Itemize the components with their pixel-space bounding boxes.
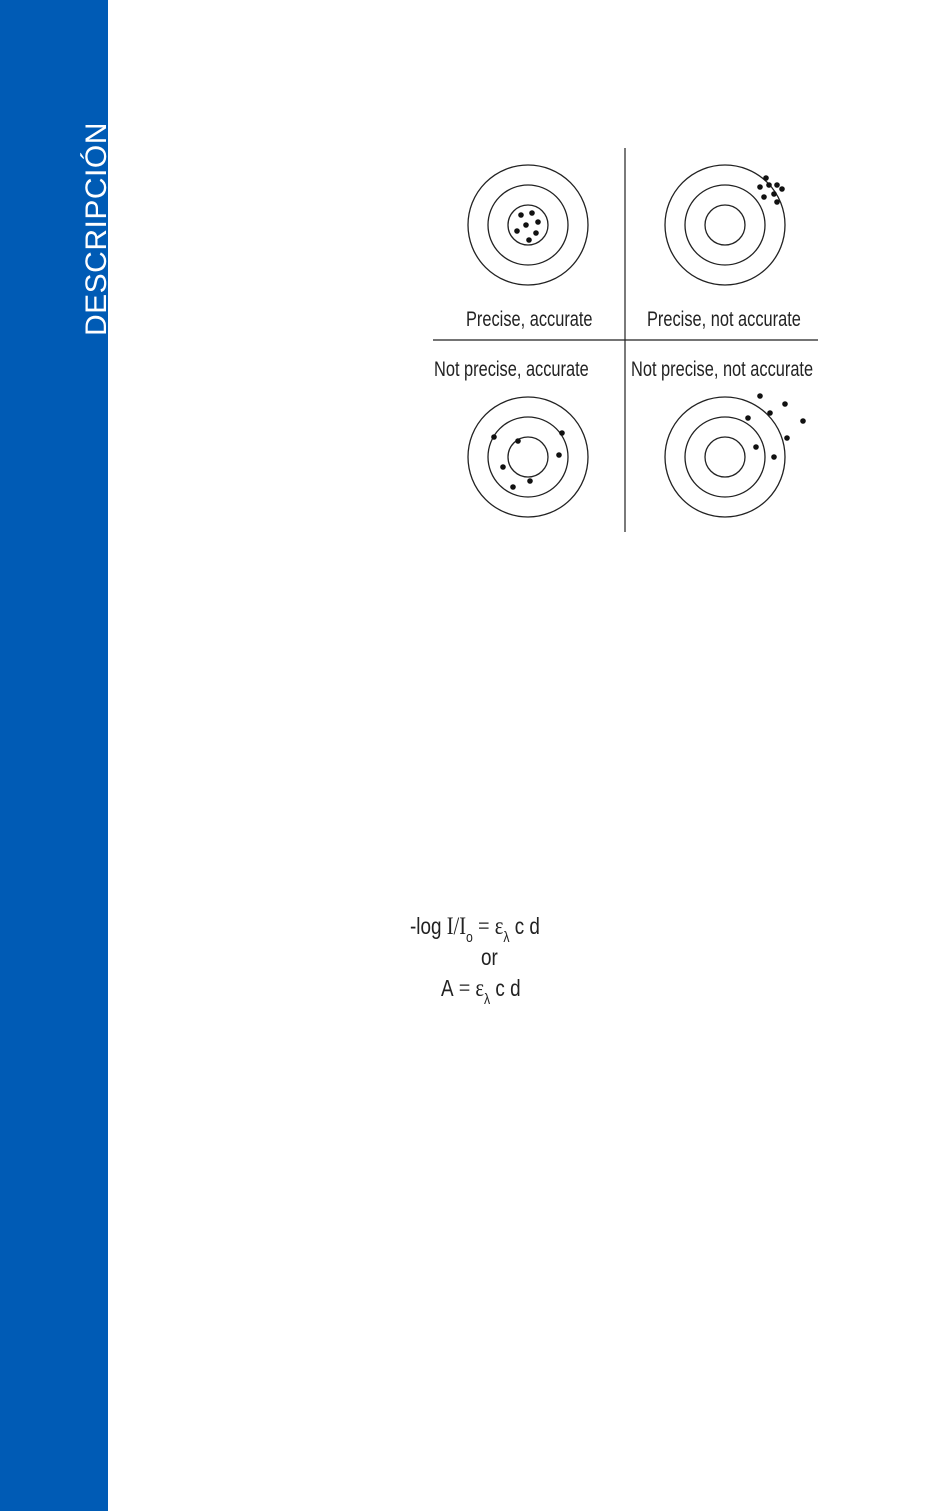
eq1-prefix: -log bbox=[410, 913, 447, 939]
hit-dot bbox=[771, 454, 777, 460]
hit-dot bbox=[774, 199, 780, 205]
hit-dot bbox=[491, 434, 497, 440]
eq1-suffix: c d bbox=[509, 913, 540, 939]
sidebar bbox=[0, 0, 113, 1511]
sidebar-title: DESCRIPCIÓN bbox=[80, 122, 113, 336]
hit-dot bbox=[510, 484, 516, 490]
hit-dot bbox=[535, 219, 541, 225]
eq2-epsilon: ε bbox=[475, 975, 485, 1002]
precision-accuracy-figure bbox=[425, 145, 825, 537]
hit-dot bbox=[556, 452, 562, 458]
equation-connector: or bbox=[481, 944, 498, 970]
hit-dot bbox=[763, 175, 769, 181]
hit-dot bbox=[500, 464, 506, 470]
eq2-prefix: A bbox=[441, 975, 454, 1001]
hit-dot bbox=[771, 191, 777, 197]
hit-dot bbox=[527, 478, 533, 484]
hit-dot bbox=[529, 210, 535, 216]
hit-dot bbox=[800, 418, 806, 424]
hit-dot bbox=[533, 230, 539, 236]
targets-diagram bbox=[425, 145, 825, 537]
hit-dot bbox=[774, 182, 780, 188]
hit-dot bbox=[782, 401, 788, 407]
target-not-precise-accurate bbox=[468, 397, 588, 517]
equation-line-2 bbox=[441, 975, 521, 1008]
label-not-precise-accurate: Not precise, accurate bbox=[434, 358, 589, 381]
hit-dot bbox=[523, 222, 529, 228]
hit-dot bbox=[757, 393, 763, 399]
hit-dot bbox=[767, 410, 773, 416]
equation-line-1 bbox=[410, 913, 540, 946]
target-not-precise-not-accurate bbox=[665, 393, 806, 517]
hit-dot bbox=[761, 194, 767, 200]
eq1-intensity: I/I bbox=[446, 913, 467, 940]
eq1-intensity-sub: o bbox=[466, 929, 473, 946]
eq2-suffix: c d bbox=[490, 975, 521, 1001]
hit-dot bbox=[518, 212, 524, 218]
target-precise-accurate bbox=[468, 165, 588, 285]
hit-dot bbox=[784, 435, 790, 441]
label-precise-not-accurate: Precise, not accurate bbox=[647, 308, 801, 331]
hit-dot bbox=[753, 444, 759, 450]
hit-dot bbox=[766, 182, 772, 188]
hit-dot bbox=[779, 186, 785, 192]
eq1-equals: = bbox=[472, 913, 495, 940]
hit-dot bbox=[757, 184, 763, 190]
eq2-epsilon-sub: λ bbox=[484, 991, 491, 1008]
eq2-equals: = bbox=[453, 975, 476, 1002]
label-not-precise-not-accurate: Not precise, not accurate bbox=[631, 358, 814, 381]
hit-dot bbox=[514, 228, 520, 234]
hit-dot bbox=[559, 430, 565, 436]
target-precise-not-accurate bbox=[665, 165, 785, 285]
eq1-epsilon: ε bbox=[494, 913, 504, 940]
label-precise-accurate: Precise, accurate bbox=[466, 308, 593, 331]
hit-dot bbox=[515, 438, 521, 444]
hit-dot bbox=[526, 237, 532, 243]
hit-dot bbox=[745, 415, 751, 421]
eq1-epsilon-sub: λ bbox=[503, 929, 510, 946]
